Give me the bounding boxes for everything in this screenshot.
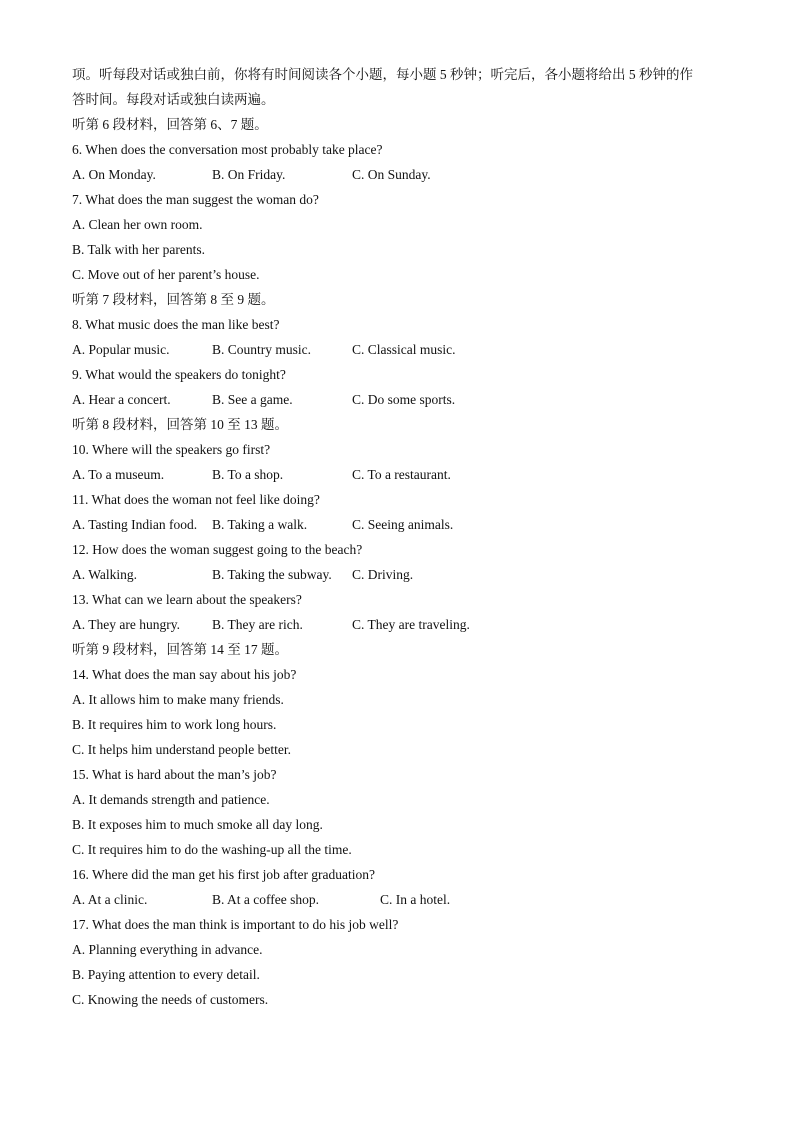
question-stem: 15. What is hard about the man’s job? — [72, 767, 277, 782]
options-row — [72, 387, 732, 412]
option-c: C. On Sunday. — [352, 167, 431, 182]
instructions-line-1: 项。听每段对话或独白前，你将有时间阅读各个小题，每小题 5 秒钟；听完后，各小题将给出 5 秒钟的作 — [72, 67, 693, 82]
options-row — [72, 462, 732, 487]
option-a: A. They are hungry. — [72, 617, 180, 632]
option-b: B. They are rich. — [212, 617, 303, 632]
option-b: B. Taking a walk. — [212, 517, 308, 532]
option-c: C. Move out of her parent’s house. — [72, 267, 260, 282]
options-row — [72, 337, 732, 362]
exam-page — [72, 62, 732, 1012]
question-stem: 17. What does the man think is important to do his job well? — [72, 917, 399, 932]
option-c: C. Driving. — [352, 567, 414, 582]
question-stem: 16. Where did the man get his first job after graduation? — [72, 867, 376, 882]
options-row — [72, 612, 732, 637]
question-stem: 13. What can we learn about the speakers? — [72, 592, 302, 607]
question-stem: 12. How does the woman suggest going to the beach? — [72, 542, 363, 557]
option-b: B. To a shop. — [212, 467, 284, 482]
option-a: A. To a museum. — [72, 467, 165, 482]
option-b: B. Talk with her parents. — [72, 242, 206, 257]
option-c: C. It requires him to do the washing-up all the time. — [72, 842, 352, 857]
options-row — [72, 162, 732, 187]
option-b: B. Country music. — [212, 342, 312, 357]
option-c: C. To a restaurant. — [352, 467, 451, 482]
question-stem: 10. Where will the speakers go first? — [72, 442, 271, 457]
instructions-line-2: 答时间。每段对话或独白读两遍。 — [72, 92, 275, 107]
question-stem: 11. What does the woman not feel like doing? — [72, 492, 320, 507]
question-stem: 7. What does the man suggest the woman do? — [72, 192, 319, 207]
question-stem: 8. What music does the man like best? — [72, 317, 280, 332]
option-a: A. Walking. — [72, 567, 138, 582]
section-heading: 听第 6 段材料，回答第 6、7 题。 — [72, 117, 268, 132]
section-heading: 听第 8 段材料，回答第 10 至 13 题。 — [72, 417, 288, 432]
option-c: C. Classical music. — [352, 342, 456, 357]
option-c: C. Seeing animals. — [352, 517, 454, 532]
option-b: B. It requires him to work long hours. — [72, 717, 277, 732]
option-b: B. Paying attention to every detail. — [72, 967, 260, 982]
instructions — [72, 62, 732, 112]
option-a: A. Hear a concert. — [72, 392, 171, 407]
section-heading: 听第 9 段材料，回答第 14 至 17 题。 — [72, 642, 288, 657]
option-c: C. They are traveling. — [352, 617, 470, 632]
option-a: A. On Monday. — [72, 167, 156, 182]
question-stem: 9. What would the speakers do tonight? — [72, 367, 286, 382]
option-c: C. It helps him understand people better. — [72, 742, 291, 757]
option-b: B. On Friday. — [212, 167, 286, 182]
option-b: B. It exposes him to much smoke all day long. — [72, 817, 323, 832]
options-row — [72, 512, 732, 537]
option-b: B. At a coffee shop. — [212, 892, 319, 907]
options-row — [72, 562, 732, 587]
question-stem: 14. What does the man say about his job? — [72, 667, 297, 682]
option-b: B. Taking the subway. — [212, 567, 332, 582]
option-a: A. Planning everything in advance. — [72, 942, 263, 957]
option-a: A. Tasting Indian food. — [72, 517, 198, 532]
option-c: C. In a hotel. — [380, 892, 451, 907]
option-a: A. Popular music. — [72, 342, 170, 357]
option-b: B. See a game. — [212, 392, 293, 407]
option-a: A. At a clinic. — [72, 892, 148, 907]
option-a: A. It demands strength and patience. — [72, 792, 270, 807]
option-c: C. Do some sports. — [352, 392, 456, 407]
question-stem: 6. When does the conversation most probably take place? — [72, 142, 383, 157]
option-a: A. It allows him to make many friends. — [72, 692, 284, 707]
options-row — [72, 887, 732, 912]
option-a: A. Clean her own room. — [72, 217, 203, 232]
section-heading: 听第 7 段材料，回答第 8 至 9 题。 — [72, 292, 275, 307]
option-c: C. Knowing the needs of customers. — [72, 992, 269, 1007]
